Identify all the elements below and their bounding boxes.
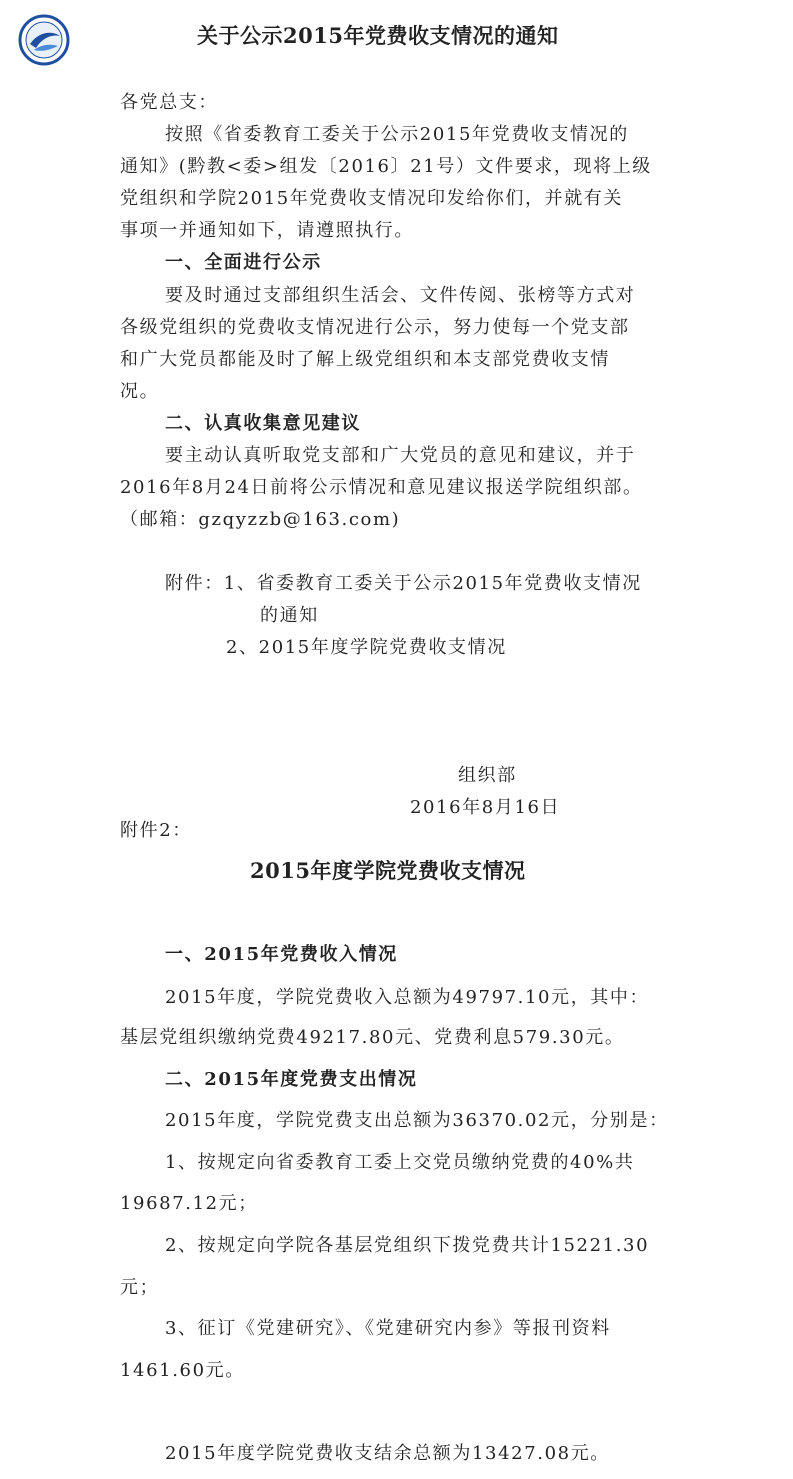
page-title: 关于公示2015年党费收支情况的通知: [197, 23, 559, 48]
section-heading: 二、认真收集意见建议: [165, 413, 361, 434]
section-line: 况。: [120, 381, 160, 402]
attachment-item-cont: 的通知: [260, 605, 319, 626]
expense-item-cont: 元；: [120, 1277, 160, 1298]
section-line: 各级党组织的党费收支情况进行公示，努力使每一个党支部: [120, 317, 630, 338]
expense-item: 1、按规定向省委教育工委上交党员缴纳党费的40%共: [165, 1152, 635, 1173]
expense-item-cont: 1461.60元。: [120, 1360, 245, 1381]
intro-line: 党组织和学院2015年党费收支情况印发给你们，并就有关: [120, 188, 624, 209]
attachment2-label: 附件2：: [120, 820, 192, 841]
attachment2-title: 2015年度学院党费收支情况: [250, 858, 526, 883]
intro-line: 通知》(黔教<委>组发〔2016〕21号）文件要求，现将上级: [120, 156, 652, 177]
signature-dept: 组织部: [458, 765, 517, 786]
expense-intro: 2015年度，学院党费支出总额为36370.02元，分别是：: [165, 1110, 669, 1131]
income-line: 2015年度，学院党费收入总额为49797.10元，其中：: [165, 987, 650, 1008]
expense-item: 3、征订《党建研究》、《党建研究内参》等报刊资料: [165, 1318, 611, 1339]
section-line: 要主动认真听取党支部和广大党员的意见和建议，并于: [165, 445, 636, 466]
email-line: （邮箱：gzqyzzb@163.com): [120, 509, 401, 530]
income-line: 基层党组织缴纳党费49217.80元、党费利息579.30元。: [120, 1027, 625, 1048]
salutation: 各党总支：: [120, 92, 218, 113]
section-line: 和广大党员都能及时了解上级党组织和本支部党费收支情: [120, 349, 610, 370]
balance-line: 2015年度学院党费收支结余总额为13427.08元。: [165, 1443, 610, 1464]
college-emblem-icon: [18, 14, 70, 66]
signature-date: 2016年8月16日: [410, 797, 561, 818]
expense-item: 2、按规定向学院各基层党组织下拨党费共计15221.30: [165, 1235, 650, 1256]
intro-line: 按照《省委教育工委关于公示2015年党费收支情况的: [165, 124, 629, 145]
section-heading: 一、全面进行公示: [165, 252, 322, 273]
section-line: 2016年8月24日前将公示情况和意见建议报送学院组织部。: [120, 477, 643, 498]
expense-item-cont: 19687.12元；: [120, 1193, 258, 1214]
intro-line: 事项一并通知如下，请遵照执行。: [120, 220, 414, 241]
attachment-item: 附件：1、省委教育工委关于公示2015年党费收支情况: [165, 573, 642, 594]
section-line: 要及时通过支部组织生活会、文件传阅、张榜等方式对: [165, 285, 636, 306]
income-heading: 一、2015年党费收入情况: [165, 944, 398, 965]
attachment-item: 2、2015年度学院党费收支情况: [226, 637, 507, 658]
expense-heading: 二、2015年度党费支出情况: [165, 1069, 418, 1090]
